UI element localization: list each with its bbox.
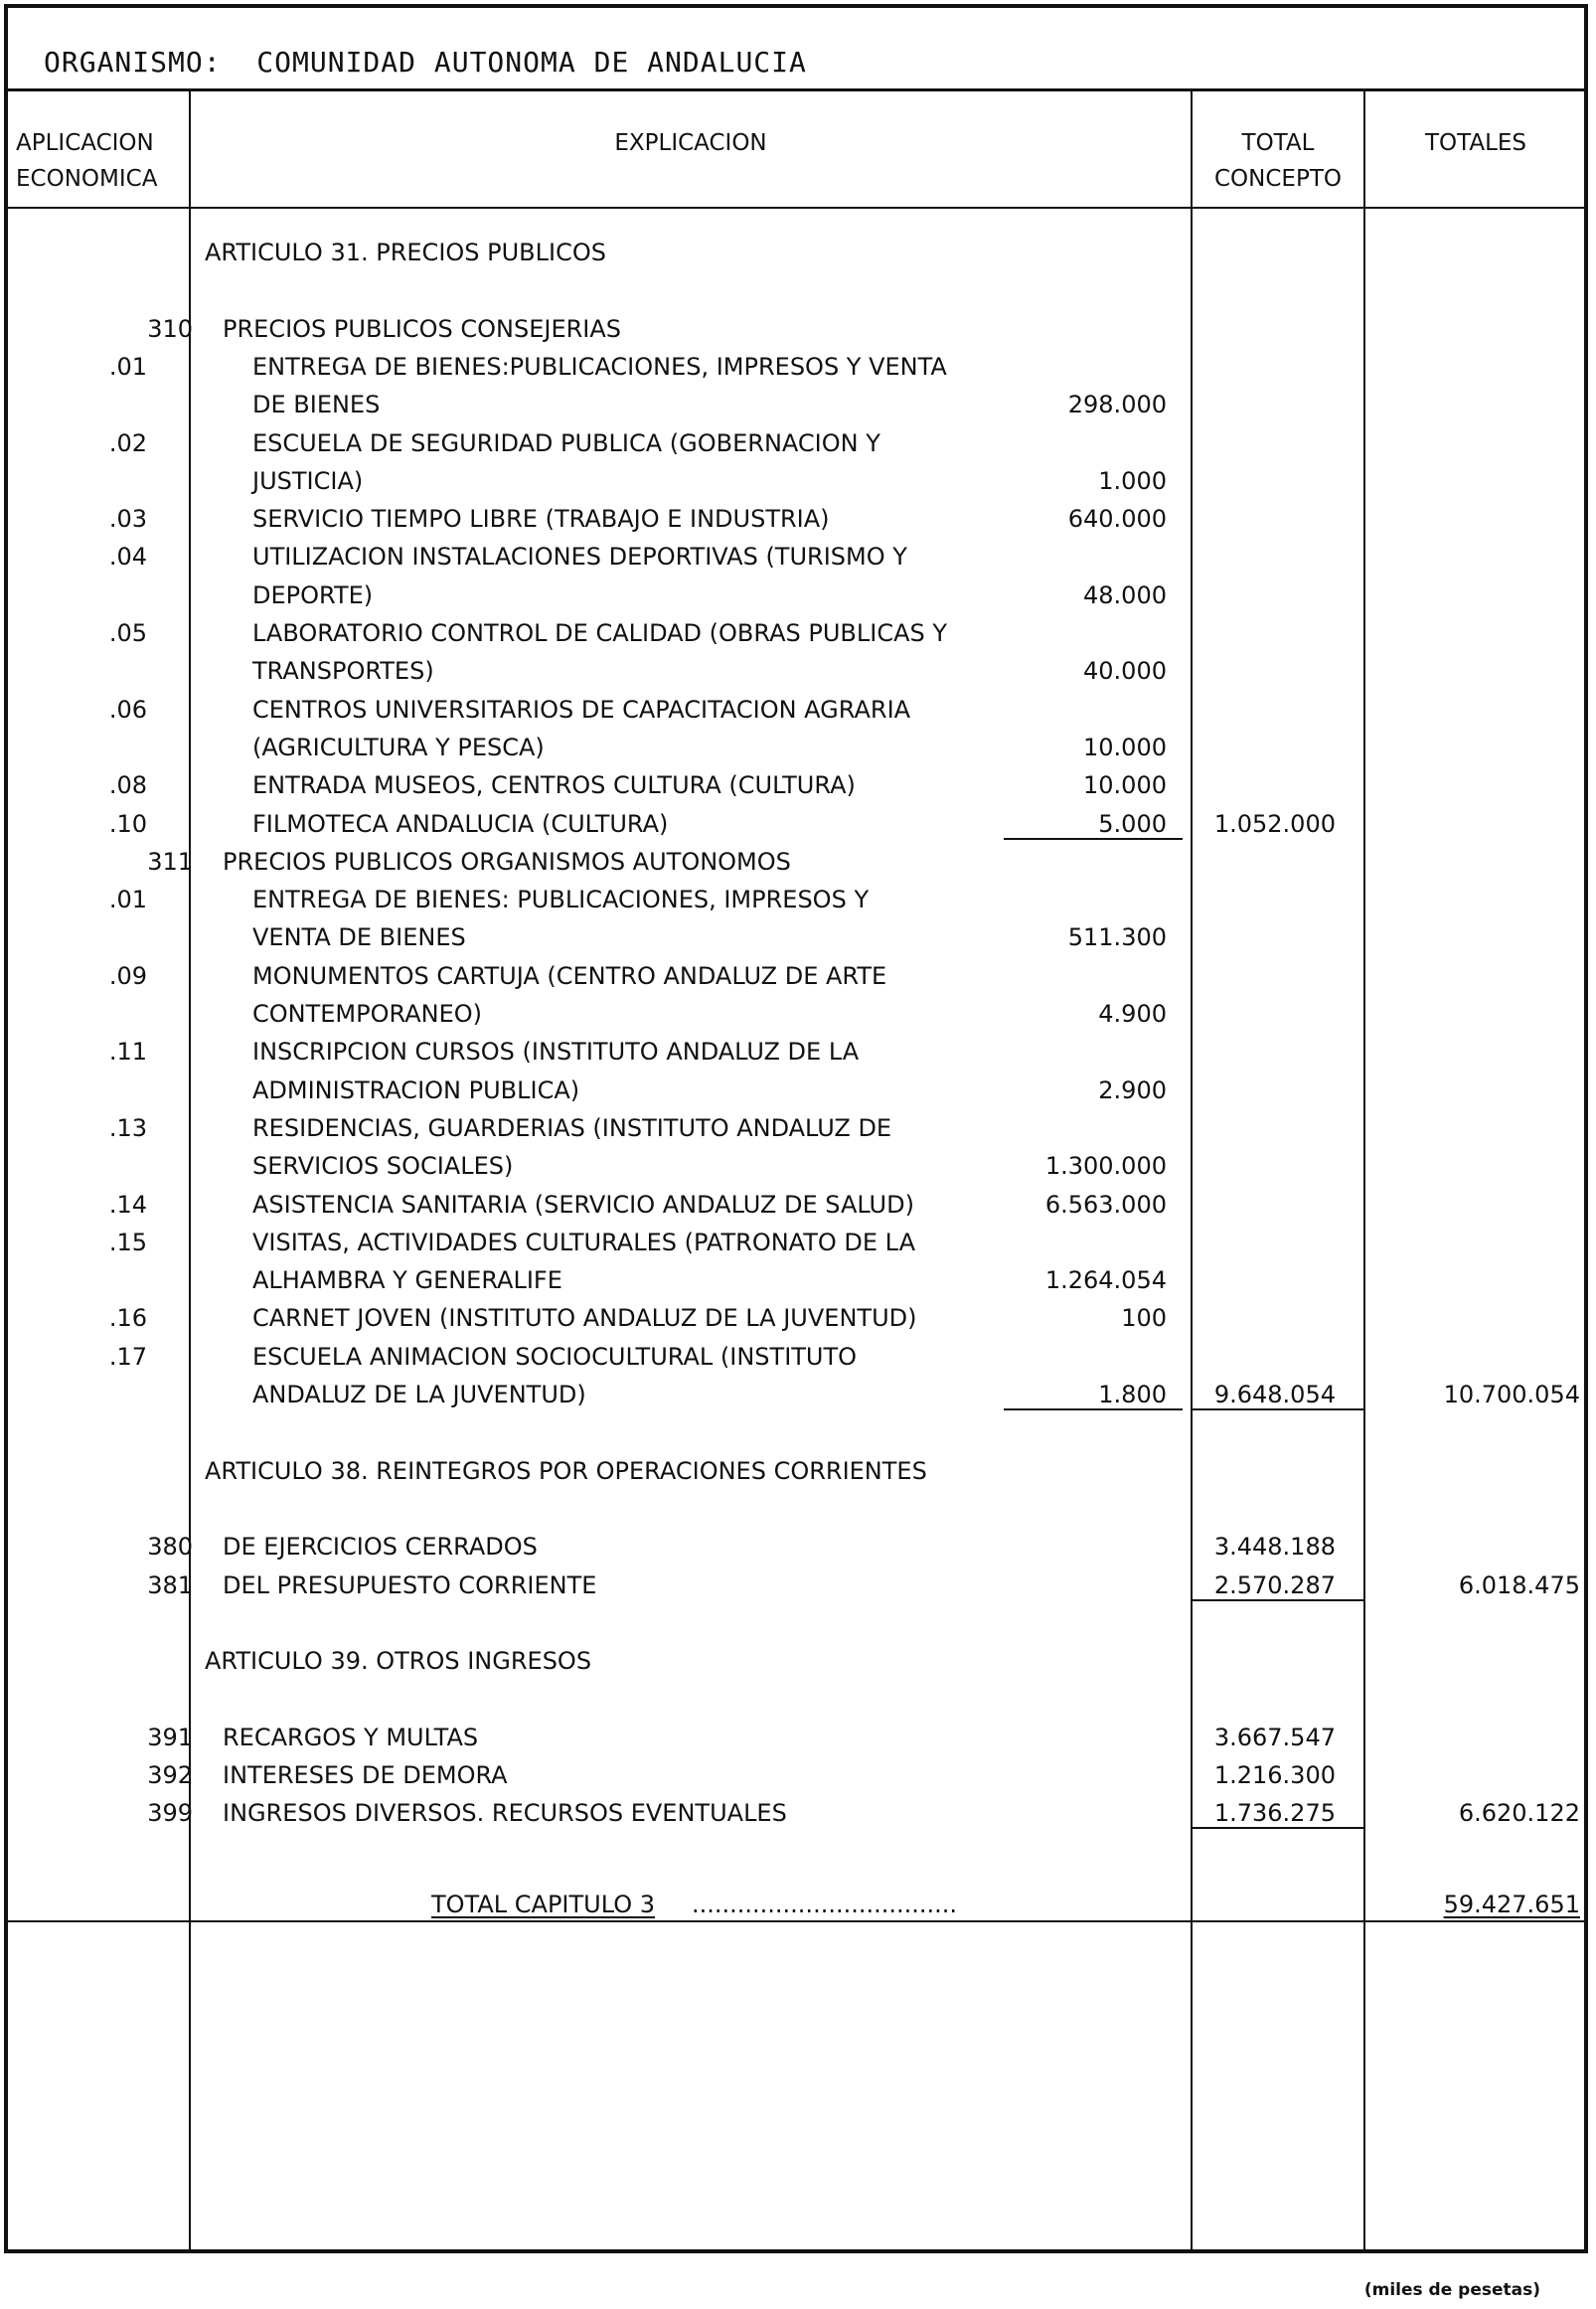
table-row (8, 461, 1584, 499)
table-row (8, 576, 1584, 613)
blank-row (8, 1603, 1584, 1641)
description-cell: DE EJERCICIOS CERRADOS (223, 1533, 538, 1562)
description-cell: ENTREGA DE BIENES:PUBLICACIONES, IMPRESOS Y VENTA (252, 352, 947, 381)
table-row (8, 1793, 1584, 1831)
code-cell: .08 (108, 771, 147, 800)
code-cell: .01 (108, 886, 147, 914)
amount-cell: 1.300.000 (1044, 1152, 1167, 1181)
total-capitulo-label: TOTAL CAPITULO 3 (431, 1891, 656, 1918)
code-cell: 310 (147, 314, 193, 343)
table-row (8, 309, 1584, 347)
amount-cell: 5.000 (1098, 809, 1167, 838)
total-capitulo-row (8, 1885, 1584, 1922)
description-cell: CONTEMPORANEO) (252, 1000, 482, 1028)
description-cell: RECARGOS Y MULTAS (223, 1723, 479, 1751)
table-row (8, 765, 1584, 803)
units-footnote: (miles de pesetas) (1363, 2280, 1540, 2300)
amount-cell: 100 (1121, 1304, 1167, 1333)
code-cell: .15 (108, 1228, 147, 1256)
blank-row (8, 1679, 1584, 1717)
concepto-total-rule (1193, 1827, 1363, 1829)
code-cell: .13 (108, 1113, 147, 1142)
concepto-total-rule (1193, 1408, 1363, 1410)
total-separator (8, 1920, 1584, 1922)
table-row (8, 1641, 1584, 1679)
description-cell: PRECIOS PUBLICOS ORGANISMOS AUTONOMOS (223, 847, 791, 876)
total-concepto-cell: 9.648.054 (1213, 1381, 1336, 1408)
description-cell: ESCUELA ANIMACION SOCIOCULTURAL (INSTITUTO (252, 1342, 858, 1371)
code-cell: .17 (108, 1342, 147, 1371)
description-cell: DEPORTE) (252, 580, 374, 609)
table-row (8, 1146, 1584, 1184)
description-cell: ARTICULO 31. PRECIOS PUBLICOS (205, 239, 606, 266)
amount-cell: 511.300 (1067, 923, 1167, 952)
table-row (8, 1260, 1584, 1298)
code-cell: .06 (108, 695, 147, 724)
code-cell: .01 (108, 352, 147, 381)
table-row (8, 1032, 1584, 1070)
description-cell: ARTICULO 38. REINTEGROS POR OPERACIONES CORRIENTES (205, 1456, 927, 1485)
description-cell: ASISTENCIA SANITARIA (SERVICIO ANDALUZ DE SALUD) (252, 1190, 914, 1219)
table-row (8, 423, 1584, 461)
code-cell: .05 (108, 619, 147, 647)
table-row (8, 499, 1584, 537)
code-cell: .11 (108, 1038, 147, 1067)
table-row (8, 994, 1584, 1032)
description-cell: DEL PRESUPUESTO CORRIENTE (223, 1570, 597, 1599)
description-cell: RESIDENCIAS, GUARDERIAS (INSTITUTO ANDALUZ DE (252, 1113, 892, 1142)
description-cell: ENTRADA MUSEOS, CENTROS CULTURA (CULTURA) (252, 771, 856, 800)
table-row (8, 690, 1584, 728)
document-frame (4, 4, 1588, 2253)
table-row (8, 842, 1584, 880)
code-cell: .14 (108, 1190, 147, 1219)
amount-cell: 4.900 (1098, 1000, 1167, 1028)
description-cell: ENTREGA DE BIENES: PUBLICACIONES, IMPRESOS Y (252, 886, 870, 914)
table-row (8, 1185, 1584, 1223)
description-cell: SERVICIOS SOCIALES) (252, 1152, 514, 1181)
amount-cell: 40.000 (1083, 657, 1167, 686)
totales-cell: 6.620.122 (1458, 1799, 1580, 1828)
col-header-aplicacion-line1: APLICACION (16, 130, 154, 156)
description-cell: ANDALUZ DE LA JUVENTUD) (252, 1381, 586, 1408)
amount-cell: 2.900 (1098, 1075, 1167, 1104)
code-cell: 311 (147, 847, 193, 876)
table-row (8, 613, 1584, 651)
code-cell: 399 (147, 1799, 193, 1828)
description-cell: ADMINISTRACION PUBLICA) (252, 1075, 580, 1104)
code-cell: 391 (147, 1723, 193, 1751)
description-cell: CARNET JOVEN (INSTITUTO ANDALUZ DE LA JUVENTUD) (252, 1304, 917, 1333)
amount-cell: 48.000 (1083, 580, 1167, 609)
totales-cell: 6.018.475 (1458, 1570, 1580, 1599)
description-cell: VENTA DE BIENES (252, 923, 466, 952)
code-cell: .16 (108, 1304, 147, 1333)
col-header-totales: TOTALES (1424, 130, 1527, 156)
subtotal-rule (1004, 1408, 1183, 1410)
total-concepto-cell: 2.570.287 (1213, 1570, 1336, 1599)
table-row (8, 956, 1584, 994)
table-row (8, 233, 1584, 270)
description-cell: TRANSPORTES) (252, 657, 434, 686)
table-row (8, 1755, 1584, 1793)
table-row (8, 880, 1584, 917)
table-row (8, 1451, 1584, 1489)
table-row (8, 1071, 1584, 1108)
description-cell: DE BIENES (252, 391, 381, 419)
total-capitulo-value: 59.427.651 (1443, 1891, 1580, 1918)
description-cell: MONUMENTOS CARTUJA (CENTRO ANDALUZ DE ARTE (252, 961, 887, 990)
col-header-total-concepto-line1: TOTAL (1241, 130, 1315, 156)
table-row (8, 1337, 1584, 1375)
total-concepto-cell: 1.052.000 (1213, 809, 1336, 838)
table-row (8, 1108, 1584, 1146)
amount-cell: 6.563.000 (1044, 1190, 1167, 1219)
amount-cell: 10.000 (1083, 733, 1167, 761)
totales-cell: 10.700.054 (1443, 1381, 1580, 1408)
table-row (8, 1718, 1584, 1755)
table-row (8, 651, 1584, 689)
col-header-total-concepto (1193, 125, 1363, 197)
table-row (8, 537, 1584, 575)
code-cell: 380 (147, 1533, 193, 1562)
description-cell: ESCUELA DE SEGURIDAD PUBLICA (GOBERNACION Y (252, 428, 880, 457)
amount-cell: 1.000 (1098, 466, 1167, 495)
table-row (8, 728, 1584, 765)
organismo-header (8, 8, 1584, 91)
total-concepto-cell: 1.736.275 (1213, 1799, 1336, 1828)
col-header-aplicacion (16, 125, 157, 197)
total-concepto-cell: 1.216.300 (1213, 1761, 1336, 1789)
code-cell: 381 (147, 1570, 193, 1599)
blank-row (8, 270, 1584, 308)
concepto-total-rule (1193, 1599, 1363, 1601)
code-cell: .02 (108, 428, 147, 457)
description-cell: PRECIOS PUBLICOS CONSEJERIAS (223, 314, 622, 343)
description-cell: CENTROS UNIVERSITARIOS DE CAPACITACION AGRARIA (252, 695, 911, 724)
table-row (8, 917, 1584, 955)
total-capitulo-dots: ................................... (692, 1891, 958, 1918)
table-row (8, 804, 1584, 842)
amount-cell: 1.264.054 (1044, 1266, 1167, 1295)
subtotal-rule (1004, 838, 1183, 840)
description-cell: JUSTICIA) (252, 466, 364, 495)
code-cell: 392 (147, 1761, 193, 1789)
code-cell: .04 (108, 543, 147, 572)
code-cell: .03 (108, 505, 147, 534)
table-row (8, 1375, 1584, 1412)
amount-cell: 298.000 (1067, 391, 1167, 419)
description-cell: INTERESES DE DEMORA (223, 1761, 508, 1789)
description-cell: UTILIZACION INSTALACIONES DEPORTIVAS (TURISMO Y (252, 543, 907, 572)
header-separator (8, 207, 1584, 209)
total-concepto-cell: 3.667.547 (1213, 1723, 1336, 1751)
table-row (8, 1223, 1584, 1260)
code-cell: .10 (108, 809, 147, 838)
description-cell: VISITAS, ACTIVIDADES CULTURALES (PATRONATO DE LA (252, 1228, 916, 1256)
col-header-total-concepto-line2: CONCEPTO (1214, 166, 1342, 192)
description-cell: ALHAMBRA Y GENERALIFE (252, 1266, 562, 1295)
description-cell: (AGRICULTURA Y PESCA) (252, 733, 545, 761)
blank-row (8, 1412, 1584, 1450)
description-cell: LABORATORIO CONTROL DE CALIDAD (OBRAS PUBLICAS Y (252, 619, 948, 647)
table-row (8, 347, 1584, 385)
description-cell: INGRESOS DIVERSOS. RECURSOS EVENTUALES (223, 1799, 787, 1828)
organismo-title: ORGANISMO: COMUNIDAD AUTONOMA DE ANDALUCIA (44, 46, 807, 79)
table-row (8, 1566, 1584, 1603)
col-header-aplicacion-line2: ECONOMICA (16, 166, 158, 192)
description-cell: ARTICULO 39. OTROS INGRESOS (205, 1647, 592, 1676)
amount-cell: 10.000 (1083, 771, 1167, 800)
blank-row (8, 1489, 1584, 1527)
table-row (8, 385, 1584, 422)
description-cell: INSCRIPCION CURSOS (INSTITUTO ANDALUZ DE LA (252, 1038, 860, 1067)
code-cell: .09 (108, 961, 147, 990)
description-cell: SERVICIO TIEMPO LIBRE (TRABAJO E INDUSTRIA) (252, 505, 830, 534)
amount-cell: 1.800 (1098, 1381, 1167, 1408)
table-row (8, 1298, 1584, 1336)
table-row (8, 1527, 1584, 1565)
amount-cell: 640.000 (1067, 505, 1167, 534)
total-concepto-cell: 3.448.188 (1213, 1533, 1336, 1562)
col-header-explicacion: EXPLICACION (614, 130, 767, 156)
description-cell: FILMOTECA ANDALUCIA (CULTURA) (252, 809, 669, 838)
